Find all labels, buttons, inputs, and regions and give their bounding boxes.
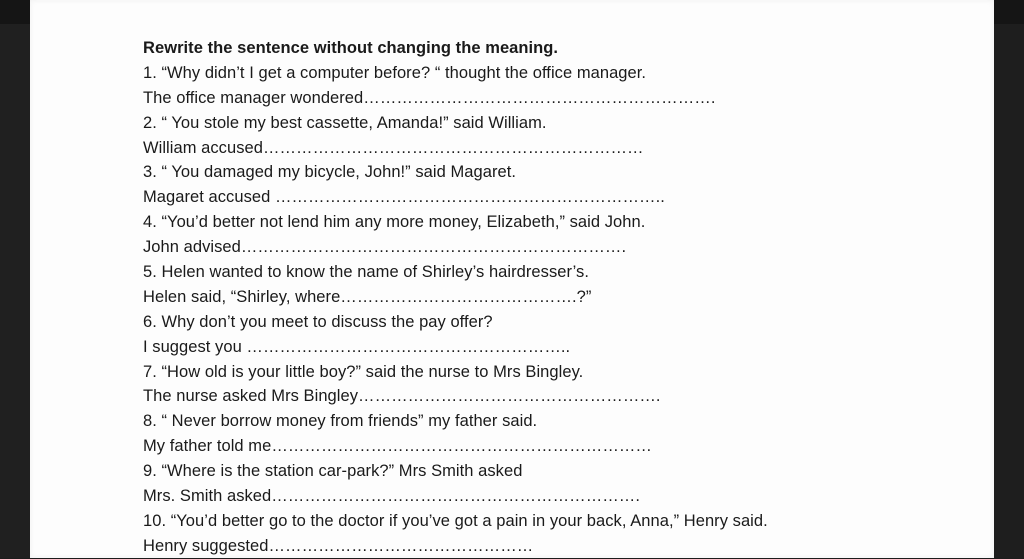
question-6: 6. Why don’t you meet to discuss the pay offer? [143, 312, 493, 331]
question-2: 2. “ You stole my best cassette, Amanda!” said William. [143, 113, 547, 132]
question-3: 3. “ You damaged my bicycle, John!” said Magaret. [143, 163, 516, 182]
answer-line-5: Helen said, “Shirley, where…………………………………….?” [143, 287, 592, 306]
answer-line-4: John advised……………………………………………………………. [143, 238, 627, 257]
answer-line-1: The office manager wondered………………………………………………………. [143, 88, 716, 107]
answer-line-2: William accused…………………………………………………………… [143, 138, 644, 157]
question-8: 8. “ Never borrow money from friends” my father said. [143, 412, 538, 431]
question-5: 5. Helen wanted to know the name of Shirley’s hairdresser’s. [143, 263, 589, 282]
right-dark-border [994, 0, 1024, 558]
question-1: 1. “Why didn’t I get a computer before? “ thought the office manager. [143, 63, 647, 82]
answer-line-10: Henry suggested………………………………………… [143, 536, 534, 555]
answer-line-3: Magaret accused …………………………………………………………….. [143, 188, 665, 207]
answer-line-7: The nurse asked Mrs Bingley………………………………………………. [143, 387, 661, 406]
left-dark-border [0, 0, 30, 558]
question-9: 9. “Where is the station car-park?” Mrs Smith asked [143, 462, 523, 481]
answer-line-6: I suggest you ………………………………………………….. [143, 337, 571, 356]
answer-line-8: My father told me…………………………………………………………… [143, 437, 652, 456]
exercise-heading: Rewrite the sentence without changing the meaning. [143, 39, 559, 57]
question-10: 10. “You’d better go to the doctor if you’ve got a pain in your back, Anna,” Henry said. [143, 511, 768, 530]
worksheet-page [30, 0, 994, 558]
question-4: 4. “You’d better not lend him any more money, Elizabeth,” said John. [143, 213, 646, 232]
worksheet-content [143, 36, 903, 559]
top-right-shadow [994, 0, 1024, 24]
question-7: 7. “How old is your little boy?” said the nurse to Mrs Bingley. [143, 362, 584, 381]
top-left-shadow [0, 0, 30, 24]
answer-line-9: Mrs. Smith asked…………………………………………………………. [143, 487, 640, 506]
